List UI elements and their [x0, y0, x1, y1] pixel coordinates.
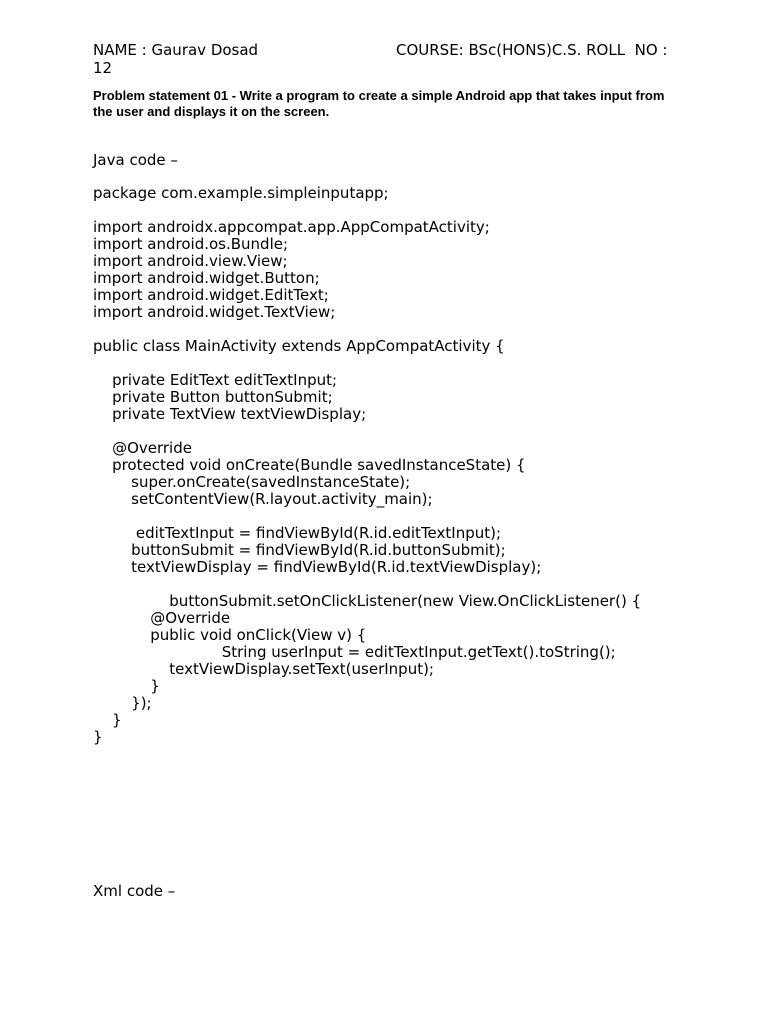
code-line: protected void onCreate(Bundle savedInstanceState) { — [93, 456, 526, 474]
code-line: @Override — [93, 609, 231, 627]
code-line: package com.example.simpleinputapp; — [93, 184, 389, 202]
code-line: } — [93, 677, 160, 695]
code-line: editTextInput = findViewById(R.id.editTextInput); — [93, 524, 502, 542]
course-roll-label: COURSE: BSc(HONS)C.S. ROLL NO : — [396, 41, 668, 59]
code-line: textViewDisplay.setText(userInput); — [93, 660, 434, 678]
code-line: import android.view.View; — [93, 252, 288, 270]
code-line: @Override — [93, 439, 192, 457]
code-line: import android.widget.EditText; — [93, 286, 329, 304]
code-line: import android.widget.Button; — [93, 269, 320, 287]
code-line: private TextView textViewDisplay; — [93, 405, 367, 423]
code-line: buttonSubmit = findViewById(R.id.buttonSubmit); — [93, 541, 506, 559]
code-line: setContentView(R.layout.activity_main); — [93, 490, 433, 508]
code-line: }); — [93, 694, 152, 712]
code-line: import androidx.appcompat.app.AppCompatActivity; — [93, 218, 490, 236]
java-code-heading: Java code – — [93, 151, 178, 169]
code-line: textViewDisplay = findViewById(R.id.textViewDisplay); — [93, 558, 542, 576]
xml-code-heading: Xml code – — [93, 882, 176, 900]
code-line: } — [93, 711, 122, 729]
code-line: private EditText editTextInput; — [93, 371, 338, 389]
code-line: import android.widget.TextView; — [93, 303, 336, 321]
code-line: private Button buttonSubmit; — [93, 388, 333, 406]
code-line: buttonSubmit.setOnClickListener(new View.OnClickListener() { — [93, 592, 642, 610]
student-name: NAME : Gaurav Dosad — [93, 41, 259, 59]
code-line: super.onCreate(savedInstanceState); — [93, 473, 411, 491]
code-line: import android.os.Bundle; — [93, 235, 289, 253]
code-line: public void onClick(View v) { — [93, 626, 367, 644]
problem-statement: Problem statement 01 - Write a program to create a simple Android app that takes input from the user and displays it on the screen. — [93, 88, 665, 119]
code-line: } — [93, 728, 103, 746]
code-line: String userInput = editTextInput.getText().toString(); — [93, 643, 616, 661]
code-line: public class MainActivity extends AppCompatActivity { — [93, 337, 505, 355]
roll-number: 12 — [93, 59, 113, 77]
